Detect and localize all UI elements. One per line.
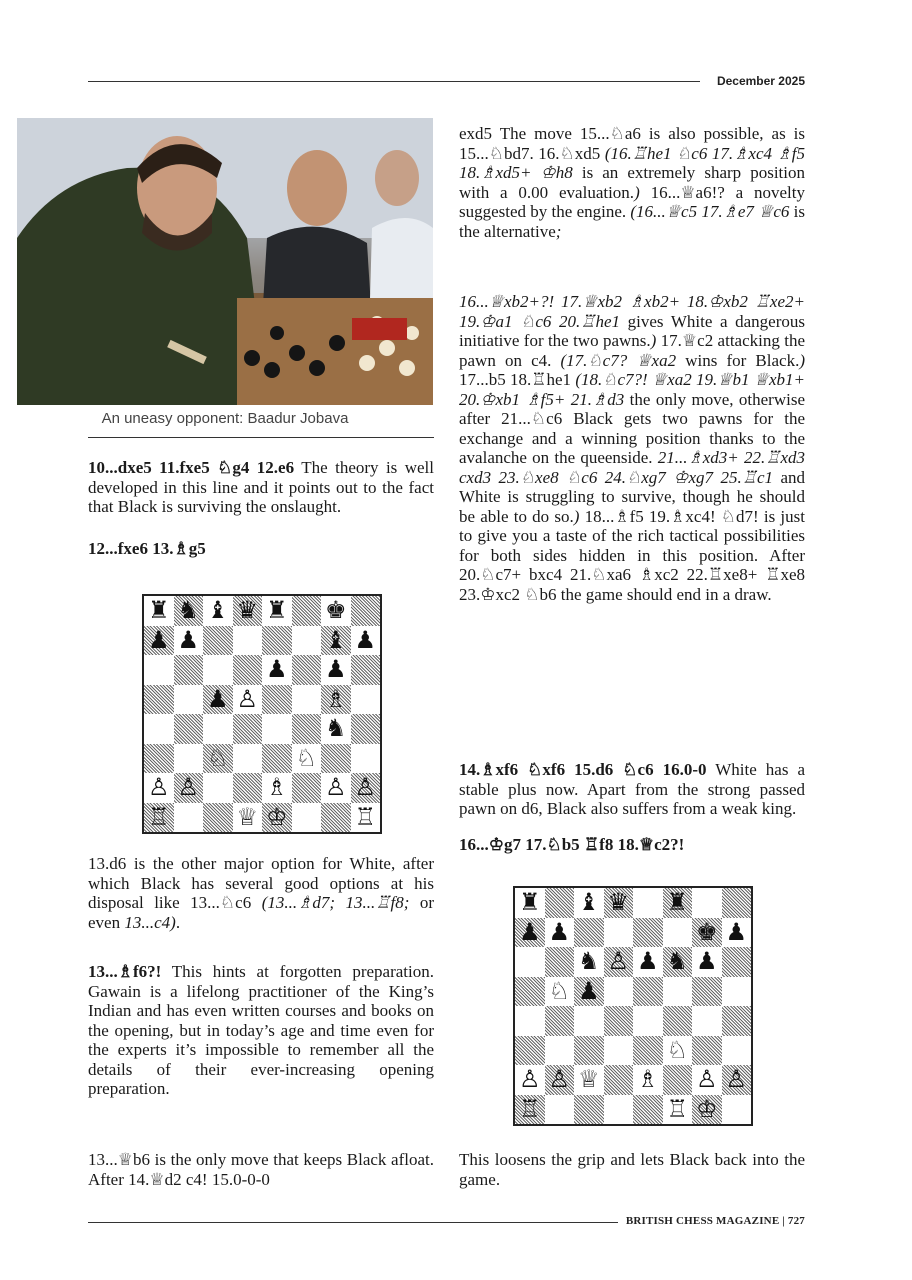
square-h3 (722, 1036, 752, 1066)
piece-g6: ♟ (695, 947, 718, 975)
player-photo (17, 118, 433, 405)
square-a6 (515, 947, 545, 977)
square-a6 (144, 655, 174, 685)
variation: (16.♖he1 ♘c6 17.♗xc4 ♗f5 18.♗xd5+ ♔h8 (459, 143, 805, 182)
issue-date: December 2025 (716, 74, 805, 88)
square-g5 (692, 977, 722, 1007)
piece-g2: ♙ (324, 773, 347, 801)
square-b4 (545, 1006, 575, 1036)
left-para-2 (88, 539, 434, 559)
square-c4 (203, 714, 233, 744)
piece-c5: ♟ (577, 976, 600, 1005)
square-c1 (203, 803, 233, 833)
right-para-3 (459, 760, 805, 819)
square-f1 (292, 803, 322, 833)
square-c1 (574, 1095, 604, 1125)
variation: ; (555, 221, 562, 241)
square-h6 (351, 655, 381, 685)
square-a4 (144, 714, 174, 744)
variation: (17.♘c7? ♕xa2 (560, 350, 677, 370)
square-b5 (174, 685, 204, 715)
paragraph-text: and White is struggling to survive, though he should be able to do so. (459, 467, 805, 526)
square-f7 (663, 918, 693, 948)
piece-e8: ♜ (265, 596, 288, 624)
piece-d8: ♛ (236, 596, 258, 624)
variation: (16...♕c5 17.♗e7 ♕c6 (630, 202, 790, 221)
square-h8 (722, 888, 752, 918)
square-d2 (604, 1065, 634, 1095)
piece-h2: ♙ (354, 773, 376, 801)
left-para-1 (88, 458, 434, 517)
square-d5 (604, 977, 634, 1007)
square-f5 (663, 977, 693, 1007)
piece-c5: ♟ (206, 684, 229, 713)
move-sequence: 16...♔g7 17.♘b5 ♖f8 18.♕c2?! (459, 835, 685, 854)
square-d4 (233, 714, 263, 744)
square-f8 (292, 596, 322, 626)
caption-rule (88, 437, 434, 438)
square-d1 (604, 1095, 634, 1125)
square-b1 (545, 1095, 575, 1125)
paragraph-text: is the alternative (459, 202, 806, 241)
square-a4 (515, 1006, 545, 1036)
square-f5 (292, 685, 322, 715)
piece-a7: ♟ (147, 625, 170, 654)
piece-c3: ♘ (206, 743, 229, 772)
square-e5 (633, 977, 663, 1007)
square-a5 (515, 977, 545, 1007)
square-b3 (174, 744, 204, 774)
square-h5 (722, 977, 752, 1007)
piece-c2: ♕ (577, 1065, 600, 1093)
piece-h7: ♟ (354, 625, 376, 654)
square-g4 (692, 1006, 722, 1036)
piece-e6: ♟ (636, 947, 659, 975)
piece-f3: ♘ (295, 743, 317, 772)
variation: ) (573, 506, 580, 526)
piece-h7: ♟ (725, 917, 747, 946)
variation: 13...c4) (124, 912, 176, 932)
variation: (13...♗d7; 13...♖f8; (261, 893, 410, 912)
variation: ) (650, 331, 657, 350)
move-sequence: 12...fxe6 13.♗g5 (88, 539, 206, 558)
square-a3 (144, 744, 174, 774)
paragraph-text: is an extremely sharp position with a 0.00 evaluation. (459, 163, 805, 202)
paragraph-text: White has a stable plus now. Apart from the strong passed pawn on d6, Black also suffers from a weak king. (459, 760, 805, 818)
square-e7 (262, 626, 292, 656)
left-para-3 (88, 854, 434, 932)
paragraph-text: The theory is well developed in this line and it points out to the fact that Black is surviving the onslaught. (88, 458, 434, 516)
right-para-1 (459, 124, 805, 241)
piece-f6: ♞ (666, 947, 688, 975)
square-e8 (633, 888, 663, 918)
square-e5 (262, 685, 292, 715)
piece-e2: ♗ (636, 1065, 659, 1093)
piece-c6: ♞ (577, 947, 600, 975)
piece-h1: ♖ (354, 802, 376, 831)
square-d2 (233, 773, 263, 803)
paragraph-text: 17...b5 18.♖he1 (459, 370, 576, 389)
photo-caption: An uneasy opponent: Baadur Jobava (101, 410, 349, 427)
square-d7 (604, 918, 634, 948)
square-h8 (351, 596, 381, 626)
piece-g4: ♞ (324, 714, 347, 742)
piece-a2: ♙ (147, 773, 170, 801)
square-g8 (692, 888, 722, 918)
variation: ) (799, 350, 805, 370)
square-d4 (604, 1006, 634, 1036)
piece-g2: ♙ (695, 1065, 718, 1093)
right-para-2 (459, 292, 805, 604)
square-g1 (321, 803, 351, 833)
piece-d5: ♙ (236, 684, 258, 713)
square-c7 (574, 918, 604, 948)
move-sequence: 10...dxe5 11.fxe5 ♘g4 12.e6 (88, 458, 295, 477)
piece-a2: ♙ (518, 1065, 541, 1093)
right-para-5 (459, 1150, 805, 1189)
square-f2 (292, 773, 322, 803)
piece-e1: ♔ (265, 802, 288, 831)
square-c6 (203, 655, 233, 685)
paragraph-text: wins for Black. (676, 350, 800, 370)
square-h4 (351, 714, 381, 744)
square-b1 (174, 803, 204, 833)
square-b6 (545, 947, 575, 977)
square-h1 (722, 1095, 752, 1125)
footer-rule (88, 1222, 618, 1223)
piece-d8: ♛ (607, 888, 629, 916)
square-c4 (574, 1006, 604, 1036)
piece-e2: ♗ (265, 773, 288, 801)
square-d3 (604, 1036, 634, 1066)
header-rule (88, 81, 700, 82)
square-g3 (692, 1036, 722, 1066)
paragraph-text: 17.♕c2 attacking the pawn on c4. (459, 331, 805, 370)
paragraph-text: This loosens the grip and lets Black back into the game. (459, 1150, 805, 1189)
move-sequence: 13...♗f6?! (88, 962, 162, 981)
square-d3 (233, 744, 263, 774)
paragraph-text: or even (88, 893, 434, 932)
piece-g6: ♟ (324, 655, 347, 683)
piece-f8: ♜ (666, 888, 688, 916)
piece-c8: ♝ (206, 596, 229, 624)
square-g3 (321, 744, 351, 774)
square-e3 (633, 1036, 663, 1066)
piece-c8: ♝ (577, 888, 600, 916)
square-c3 (574, 1036, 604, 1066)
paragraph-text: . (175, 912, 181, 932)
square-f6 (292, 655, 322, 685)
piece-d6: ♙ (607, 947, 629, 975)
square-e1 (633, 1095, 663, 1125)
square-h6 (722, 947, 752, 977)
square-h5 (351, 685, 381, 715)
square-b4 (174, 714, 204, 744)
paragraph-text: 13...♕b6 is the only move that keeps Black afloat. After 14.♕d2 c4! 15.0-0-0 (88, 1150, 434, 1189)
piece-f1: ♖ (666, 1094, 688, 1123)
square-f2 (663, 1065, 693, 1095)
square-f4 (663, 1006, 693, 1036)
chess-diagram-1 (142, 594, 382, 834)
piece-b2: ♙ (177, 773, 199, 801)
square-d6 (233, 655, 263, 685)
variation: 21...♗xd3+ 22.♖xd3 cxd3 23.♘xe8 ♘c6 24.♘xg7 ♔xg7 25.♖c1 (459, 448, 805, 487)
chess-diagram-2 (513, 886, 753, 1126)
piece-a1: ♖ (147, 802, 170, 831)
piece-g7: ♝ (324, 625, 347, 654)
square-c7 (203, 626, 233, 656)
piece-b7: ♟ (548, 917, 570, 946)
square-a3 (515, 1036, 545, 1066)
square-e3 (262, 744, 292, 774)
piece-g5: ♗ (324, 684, 347, 713)
piece-a8: ♜ (518, 888, 541, 916)
paragraph-text: This hints at forgotten preparation. Gawain is a lifelong practitioner of the King’s Indian and has even written courses and books on the opening, but in today’s age and time even for the experts it’s impossible to remember all the details of their ever-increasing opening preparation. (88, 962, 434, 1098)
variation: 16...♕xb2+?! 17.♕xb2 ♗xb2+ 18.♔xb2 ♖xe2+ 19.♔a1 ♘c6 20.♖he1 (459, 292, 805, 331)
piece-d1: ♕ (236, 802, 258, 831)
square-b8 (545, 888, 575, 918)
square-b6 (174, 655, 204, 685)
move-sequence: 14.♗xf6 ♘xf6 15.d6 ♘c6 16.0-0 (459, 760, 707, 779)
square-a5 (144, 685, 174, 715)
piece-a1: ♖ (518, 1094, 541, 1123)
square-e4 (633, 1006, 663, 1036)
square-h4 (722, 1006, 752, 1036)
piece-h2: ♙ (725, 1065, 747, 1093)
square-b3 (545, 1036, 575, 1066)
piece-b2: ♙ (548, 1065, 570, 1093)
square-f4 (292, 714, 322, 744)
piece-b8: ♞ (177, 596, 199, 624)
piece-e6: ♟ (265, 655, 288, 683)
left-para-4 (88, 962, 434, 1099)
square-c2 (203, 773, 233, 803)
paragraph-text: the only move, otherwise after 21...♘c6 Black gets two pawns for the exchange and a winning position thanks to the avalanche on the queenside. (459, 389, 805, 467)
piece-g8: ♚ (324, 596, 347, 624)
square-f7 (292, 626, 322, 656)
paragraph-text: gives White a dangerous initiative for the two pawns. (459, 311, 805, 350)
footer-magazine-page: BRITISH CHESS MAGAZINE | 727 (625, 1215, 805, 1227)
piece-f3: ♘ (666, 1035, 688, 1064)
variation: ) (634, 182, 640, 202)
paragraph-text: 13.d6 is the other major option for White, after which Black has several good options at his disposal like 13...♘c6 (88, 854, 434, 912)
right-para-4 (459, 835, 805, 855)
variation: (18.♘c7?! ♕xa2 19.♕b1 ♕xb1+ 20.♔xb1 ♗f5+ 21.♗d3 (459, 370, 805, 409)
square-e4 (262, 714, 292, 744)
photo-illustration (17, 118, 433, 405)
paragraph-text: 16...♕a6!? a novelty suggested by the engine. (459, 182, 805, 221)
paragraph-text: exd5 The move 15...♘a6 is also possible, as is 15...♘bd7. 16.♘xd5 (459, 124, 805, 163)
piece-a7: ♟ (518, 917, 541, 946)
square-h3 (351, 744, 381, 774)
paragraph-text: 18...♗f5 19.♗xc4! ♘d7! is just to give you a taste of the rich tactical possibilities for both sides hidden in this position. After 20.♘c7+ bxc4 21.♘xa6 ♗xc2 22.♖xe8+ ♖xe8 23.♔xc2 ♘b6 the game should end in a draw. (459, 506, 805, 604)
piece-a8: ♜ (147, 596, 170, 624)
square-d7 (233, 626, 263, 656)
piece-b7: ♟ (177, 625, 199, 654)
piece-g7: ♚ (695, 917, 718, 946)
square-e7 (633, 918, 663, 948)
piece-g1: ♔ (695, 1094, 718, 1123)
piece-b5: ♘ (548, 976, 570, 1005)
left-para-5 (88, 1150, 434, 1189)
